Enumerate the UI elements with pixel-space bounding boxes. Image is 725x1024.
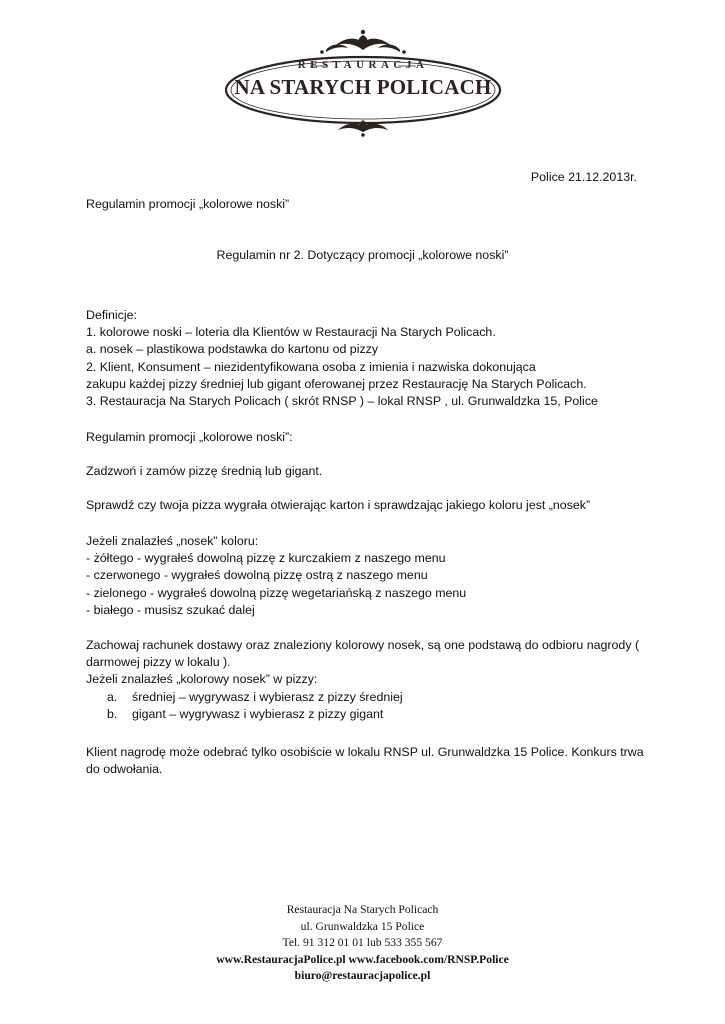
- final-line: Klient nagrodę może odebrać tylko osobiście w lokalu RNSP ul. Grunwaldzka 15 Police. Konkurs trwa: [86, 745, 644, 759]
- document-date: Police 21.12.2013r.: [530, 170, 637, 184]
- prize-line: darmowej pizzy w lokalu ).: [86, 655, 231, 670]
- list-text: gigant – wygrywasz i wybierasz z pizzy gigant: [132, 706, 384, 721]
- definition-line: 3. Restauracja Na Starych Policach ( skrót RNSP ) – lokal RNSP , ul. Grunwaldzka 15, Police: [86, 394, 598, 409]
- definitions-section: [86, 307, 598, 410]
- colors-section: [86, 533, 466, 619]
- prize-section: [86, 637, 639, 723]
- footer-web-links[interactable]: www.RestauracjaPolice.pl www.facebook.com/RNSP.Police: [216, 952, 509, 966]
- document-subtitle: Regulamin nr 2. Dotyczący promocji „kolorowe noski”: [216, 248, 509, 262]
- rules-heading: Regulamin promocji „kolorowe noski”:: [86, 430, 293, 444]
- rule-check: Sprawdź czy twoja pizza wygrała otwierając karton i sprawdzając jakiego koloru jest „nosek”: [86, 498, 591, 512]
- definition-line: a. nosek – plastikowa podstawka do kartonu od pizzy: [86, 342, 379, 357]
- restaurant-logo: [222, 28, 504, 138]
- logo-label-big: NA STARYCH POLICACH: [234, 75, 492, 99]
- footer-address: ul. Grunwaldzka 15 Police: [300, 919, 425, 933]
- footer-email[interactable]: biuro@restauracjapolice.pl: [294, 969, 431, 982]
- colors-heading: Jeżeli znalazłeś „nosek” koloru:: [86, 534, 259, 548]
- prize-list-item: [86, 706, 639, 723]
- definition-line: 2. Klient, Konsument – niezidentyfikowana osoba z imienia i nazwiska dokonująca: [86, 359, 536, 374]
- definitions-heading: Definicje:: [86, 308, 137, 322]
- definition-line: 1. kolorowe noski – loteria dla Klientów w Restauracji Na Starych Policach.: [86, 325, 496, 340]
- document-title: Regulamin promocji „kolorowe noski”: [86, 197, 290, 211]
- prize-list-item: [86, 689, 639, 706]
- prize-line: Zachowaj rachunek dostawy oraz znaleziony kolorowy nosek, są one podstawą do odbioru nagrody (: [86, 638, 640, 652]
- color-item: - żółtego - wygrałeś dowolną pizzę z kurczakiem z naszego menu: [86, 551, 446, 566]
- logo-label-small: RESTAURACJA: [297, 59, 429, 71]
- footer-phone: Tel. 91 312 01 01 lub 533 355 567: [282, 936, 443, 949]
- list-marker: b.: [107, 706, 118, 721]
- list-marker: a.: [107, 689, 118, 704]
- color-item: - czerwonego - wygrałeś dowolną pizzę ostrą z naszego menu: [86, 568, 428, 583]
- color-item: - białego - musisz szukać dalej: [86, 602, 255, 617]
- prize-line: Jeżeli znalazłeś „kolorowy nosek” w pizzy:: [86, 672, 318, 687]
- color-item: - zielonego - wygrałeś dowolną pizzę wegetariańską z naszego menu: [86, 585, 467, 600]
- final-line: do odwołania.: [86, 762, 163, 777]
- list-text: średniej – wygrywasz i wybierasz z pizzy średniej: [132, 689, 403, 704]
- final-section: [86, 744, 644, 778]
- definition-line: zakupu każdej pizzy średniej lub gigant oferowanej przez Restaurację Na Starych Policach.: [86, 376, 587, 391]
- footer: [0, 902, 725, 985]
- rule-call: Zadzwoń i zamów pizzę średnią lub gigant.: [86, 464, 323, 478]
- footer-name: Restauracja Na Starych Policach: [286, 903, 439, 916]
